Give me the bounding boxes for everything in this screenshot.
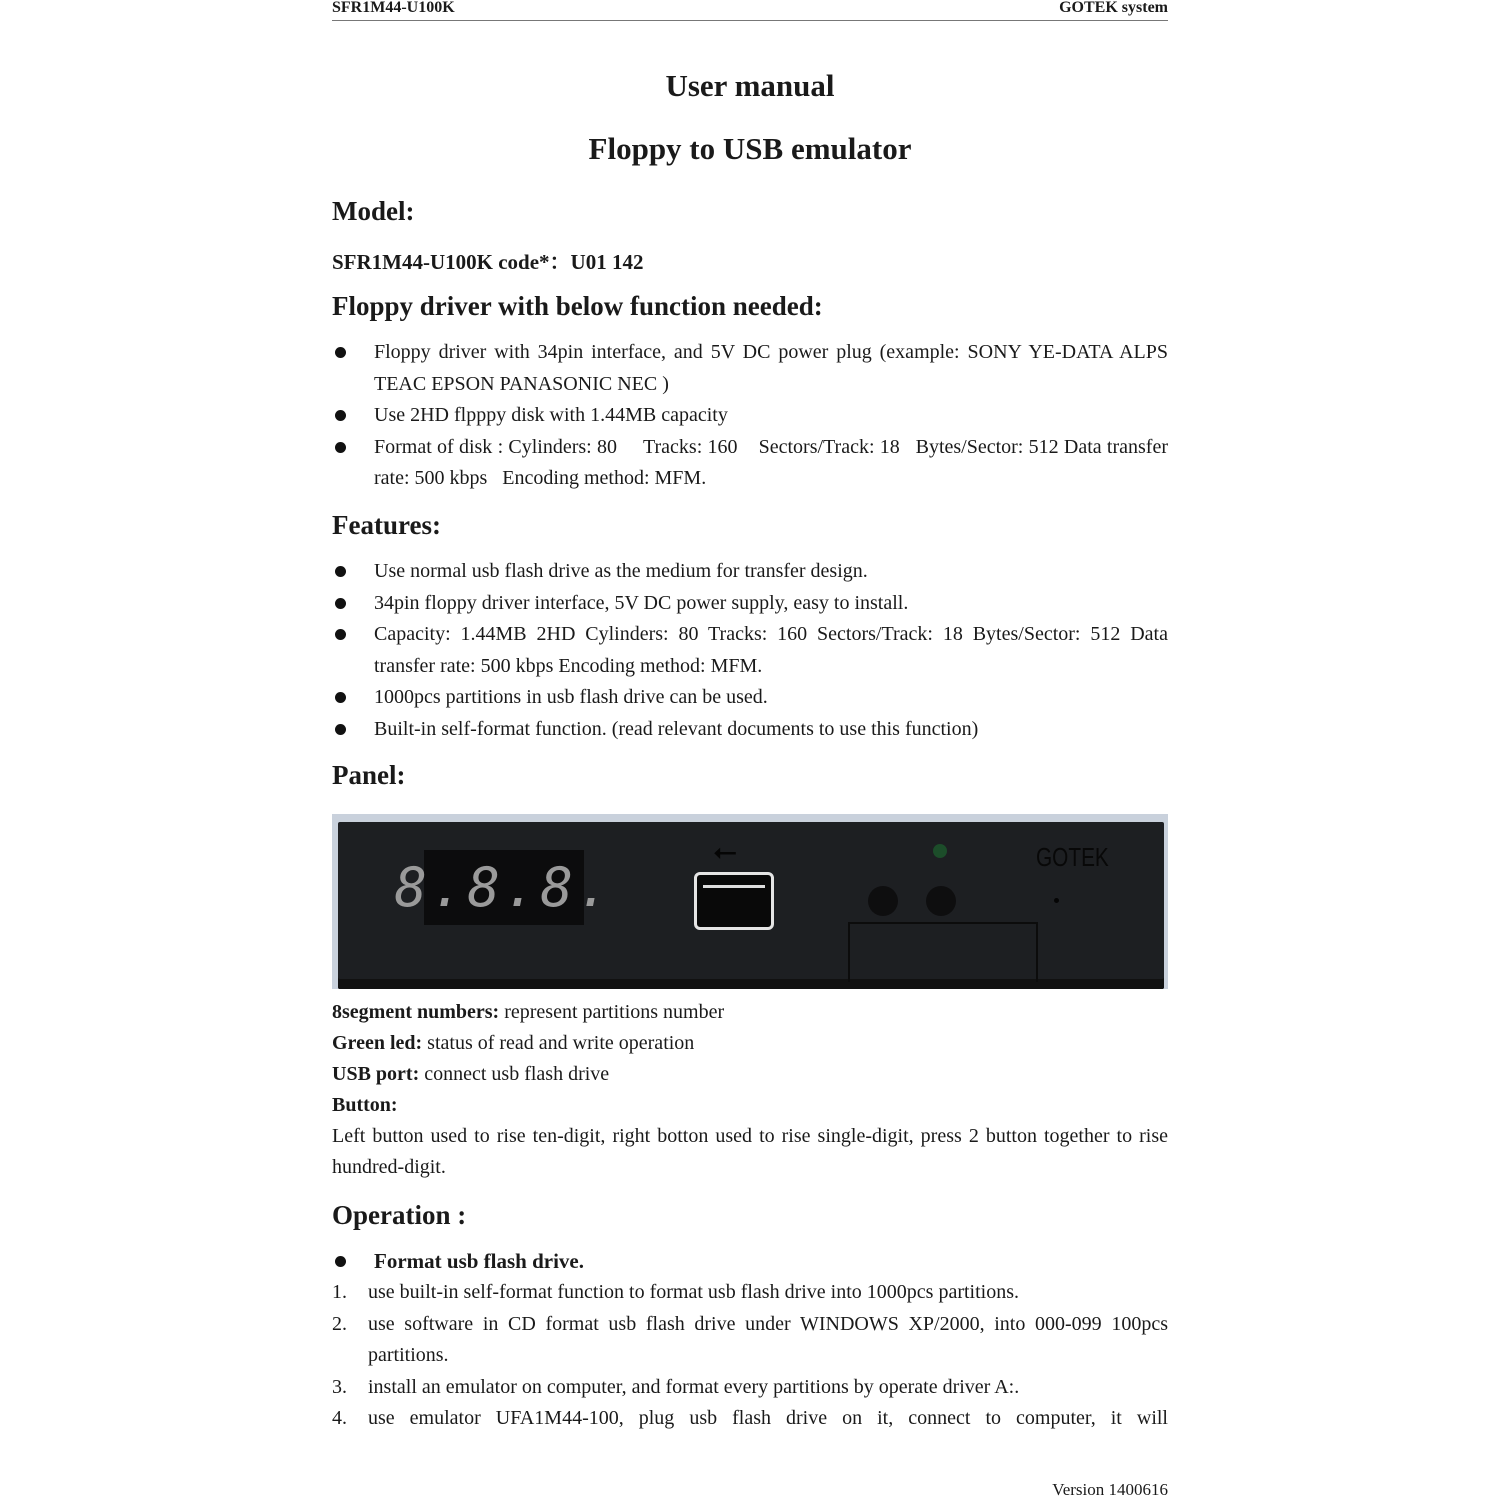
list-item: Built-in self-format function. (read relevant documents to use this function) <box>332 714 1168 746</box>
usb-port <box>694 872 774 930</box>
emulator-front-panel <box>338 822 1164 989</box>
step-number: 3. <box>332 1375 347 1398</box>
step-item <box>332 1309 1168 1372</box>
step-number: 1. <box>332 1281 347 1303</box>
operation-steps <box>332 1277 1168 1435</box>
header-brand: GOTEK system <box>1059 0 1168 16</box>
list-item: 1000pcs partitions in usb flash drive can be used. <box>332 682 1168 714</box>
desc-segment <box>332 997 1168 1028</box>
desc-led <box>332 1028 1168 1059</box>
gotek-logo: GOTEK <box>1036 842 1109 872</box>
pinhole <box>1054 898 1059 903</box>
list-item: Use normal usb flash drive as the medium for transfer design. <box>332 556 1168 588</box>
list-item: Floppy driver with 34pin interface, and 5V DC power plug (example: SONY YE-DATA ALPS TEAC EPSON PANASONIC NEC ) <box>332 337 1168 400</box>
step-item <box>332 1372 1168 1404</box>
step-text: use emulator UFA1M44-100, plug usb flash drive on it, connect to computer, it will <box>368 1407 1168 1429</box>
requirements-list <box>332 337 1173 495</box>
desc-button <box>332 1090 1168 1121</box>
page-header <box>332 0 1168 21</box>
desc-term: Green led: <box>332 1032 423 1054</box>
features-list <box>332 556 1168 745</box>
disk-door <box>848 922 1038 982</box>
document-title: User manual <box>665 68 835 103</box>
list-item: Format of disk : Cylinders: 80 Tracks: 160 Sectors/Track: 18 Bytes/Sector: 512 Data transfer rate: 500 kbps Encoding method: MFM. <box>332 432 1168 495</box>
operation-heading: Operation : <box>332 1200 467 1230</box>
document-subtitle: Floppy to USB emulator <box>588 131 912 166</box>
header-model: SFR1M44-U100K <box>332 0 455 16</box>
desc-text: represent partitions number <box>499 1001 725 1023</box>
desc-term: Button: <box>332 1094 398 1116</box>
right-button <box>926 886 956 916</box>
usb-symbol-icon: ⭠ <box>713 834 737 869</box>
desc-term: USB port: <box>332 1063 420 1085</box>
list-item: Format usb flash drive. <box>332 1246 1168 1278</box>
operation-bullet <box>332 1246 1168 1278</box>
step-item <box>332 1403 1168 1435</box>
step-text: use built-in self-format function to format usb flash drive into 1000pcs partitions. <box>368 1281 1019 1303</box>
step-number: 4. <box>332 1407 347 1429</box>
desc-text: status of read and write operation <box>422 1032 695 1054</box>
desc-term: 8segment numbers: <box>332 1001 500 1023</box>
panel-photo <box>332 814 1168 989</box>
model-code: SFR1M44-U100K code*：U01 142 <box>332 250 644 274</box>
desc-text: connect usb flash drive <box>419 1063 610 1085</box>
segment-display: 8.8.8. <box>424 850 584 925</box>
left-button <box>868 886 898 916</box>
requirements-heading: Floppy driver with below function needed: <box>332 291 823 321</box>
model-heading: Model: <box>332 196 415 226</box>
step-text: install an emulator on computer, and format every partitions by operate driver A:. <box>368 1375 1020 1398</box>
list-item: 34pin floppy driver interface, 5V DC power supply, easy to install. <box>332 588 1168 620</box>
panel-heading: Panel: <box>332 760 406 790</box>
button-description: Left button used to rise ten-digit, right botton used to rise single-digit, press 2 button together to rise hundred-digit. <box>332 1125 1168 1178</box>
step-text: use software in CD format usb flash drive under WINDOWS XP/2000, into 000-099 100pcs partitions. <box>368 1312 1168 1366</box>
step-number: 2. <box>332 1312 347 1335</box>
desc-usb <box>332 1059 1168 1090</box>
version-footer: Version 1400616 <box>1052 1480 1168 1499</box>
list-item: Use 2HD flpppy disk with 1.44MB capacity <box>332 400 1168 432</box>
features-heading: Features: <box>332 510 441 540</box>
panel-descriptions <box>332 997 1168 1183</box>
list-item: Capacity: 1.44MB 2HD Cylinders: 80 Tracks: 160 Sectors/Track: 18 Bytes/Sector: 512 Data transfer rate: 500 kbps Encoding method: MFM. <box>332 619 1168 682</box>
green-led <box>933 844 947 858</box>
step-item <box>332 1277 1168 1309</box>
